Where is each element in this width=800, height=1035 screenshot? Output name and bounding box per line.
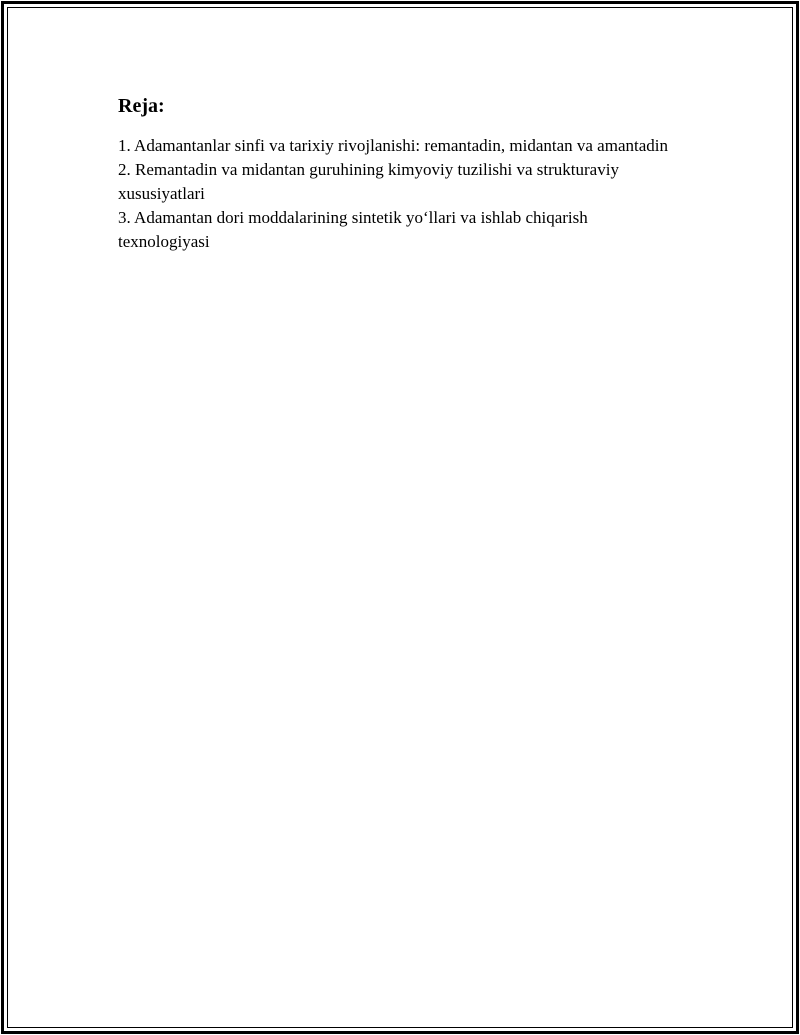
- plan-item-2: 2. Remantadin va midantan guruhining kimyoviy tuzilishi va strukturaviy xususiyatlari: [118, 160, 619, 203]
- plan-item-1: 1. Adamantanlar sinfi va tarixiy rivojlanishi: remantadin, midantan va amantadin: [118, 136, 668, 155]
- plan-section: [118, 94, 678, 254]
- plan-list: [118, 134, 678, 254]
- plan-item-3: 3. Adamantan dori moddalarining sintetik yo‘llari va ishlab chiqarish texnologiyasi: [118, 208, 588, 251]
- plan-heading: Reja:: [118, 95, 165, 117]
